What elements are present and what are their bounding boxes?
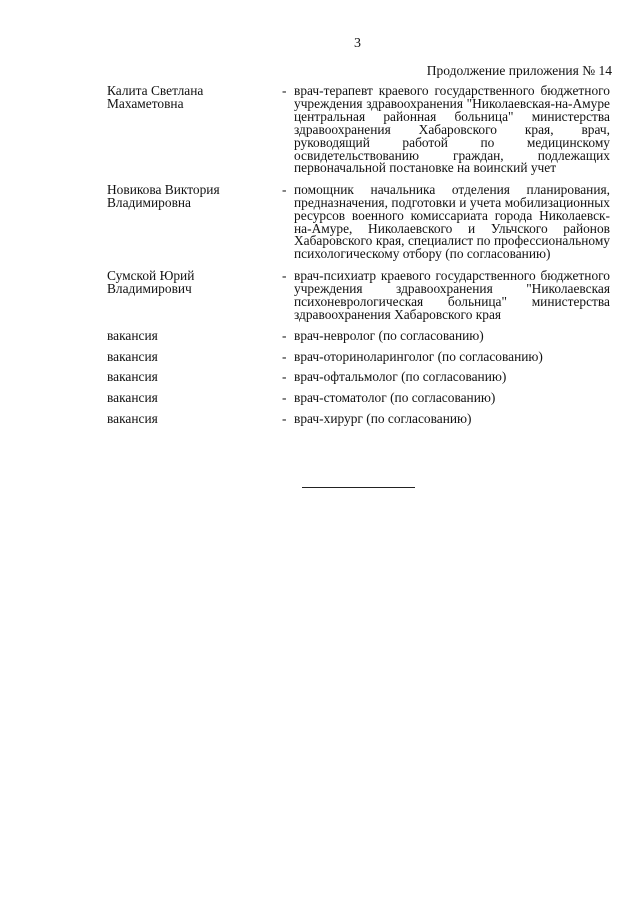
vacancy-row <box>107 392 610 405</box>
member-position: врач-терапевт краевого государственного бюджетного учреждения здравоохранения "Николаевская-на-Амуре центральная районная больница" министерства здравоохранения Хабаровского края, врач, руководящий работой по медицинскому освидетельствованию граждан, подлежащих первоначальной постановке на воинский учет <box>294 83 610 176</box>
member-name: вакансия <box>107 390 158 406</box>
member-name: вакансия <box>107 327 158 343</box>
member-position: врач-невролог (по согласованию) <box>294 327 484 343</box>
member-position: помощник начальника отделения планирования, предназначения, подготовки и учета мобилизационных ресурсов военного комиссариата города Николаевск-на-Амуре, Николаевского и Ульчского районов Хабаровского края, специалист по профессиональному психологическому отбору (по согласованию) <box>294 181 610 262</box>
separator-dash: - <box>282 390 287 406</box>
separator-dash: - <box>282 181 287 197</box>
member-row <box>107 267 610 322</box>
member-position: врач-оториноларинголог (по согласованию) <box>294 348 543 364</box>
commission-member-list <box>107 85 610 433</box>
vacancy-row <box>107 327 610 343</box>
member-position: врач-стоматолог (по согласованию) <box>294 390 496 406</box>
member-position: врач-хирург (по согласованию) <box>294 410 472 426</box>
member-row <box>107 85 610 175</box>
closing-rule <box>302 487 415 488</box>
member-name: вакансия <box>107 369 158 385</box>
separator-dash: - <box>282 410 287 426</box>
member-position: врач-психиатр краевого государственного бюджетного учреждения здравоохранения "Николаевская психоневрологическая больница" министерства здравоохранения Хабаровского края <box>294 267 610 322</box>
vacancy-row <box>107 371 610 384</box>
member-row <box>107 181 610 262</box>
page-number: 3 <box>354 36 361 51</box>
member-name: Сумской Юрий Владимирович <box>107 267 195 296</box>
separator-dash: - <box>282 327 287 343</box>
member-name: вакансия <box>107 410 158 426</box>
separator-dash: - <box>282 83 287 98</box>
vacancy-row <box>107 410 610 426</box>
vacancy-row <box>107 348 610 364</box>
member-name: Новикова Виктория Владимировна <box>107 181 220 210</box>
member-name: вакансия <box>107 348 158 364</box>
separator-dash: - <box>282 267 287 283</box>
separator-dash: - <box>282 348 287 364</box>
separator-dash: - <box>282 369 287 385</box>
appendix-continuation-note: Продолжение приложения № 14 <box>426 63 612 78</box>
member-position: врач-офтальмолог (по согласованию) <box>294 369 507 385</box>
member-name: Калита Светлана Махаметовна <box>107 83 204 111</box>
